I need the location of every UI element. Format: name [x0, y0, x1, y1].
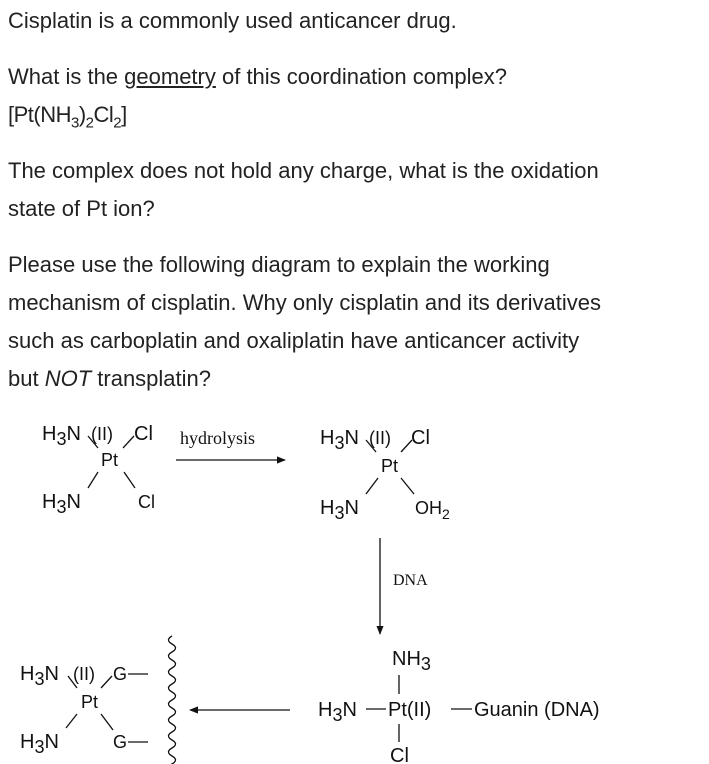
dna-strand	[169, 636, 176, 764]
oxidation-label: (II)	[91, 424, 113, 444]
chloride-ligand: Cl	[390, 745, 409, 764]
amine-ligand-bottom: H3N	[320, 497, 359, 523]
aquated-complex-structure	[320, 427, 450, 523]
hydrolysis-label: hydrolysis	[180, 428, 256, 448]
ammonia-ligand: NH3	[392, 648, 431, 674]
chloride-ligand-top: Cl	[134, 423, 153, 445]
dna-crosslink-structure	[20, 636, 176, 764]
question-text-end: of this coordination complex?	[215, 64, 507, 89]
water-ligand: $OH_2$	[415, 498, 450, 522]
question-text: What is the	[8, 64, 125, 89]
mechanism-question	[8, 246, 601, 398]
complex-formula	[8, 96, 127, 142]
cisplatin-structure	[42, 423, 155, 517]
amine-ligand-top: H3N	[42, 423, 81, 449]
bond	[88, 472, 98, 488]
amine-ligand-top: H3N	[20, 663, 59, 689]
platinum-center: Pt	[381, 456, 399, 476]
platinum-center: Pt(II)	[388, 699, 432, 721]
formula-sub: 2	[113, 114, 122, 132]
geometry-question	[8, 58, 507, 96]
chloride-ligand: Cl	[411, 427, 430, 449]
mechanism-line-3: such as carboplatin and oxaliplatin have anticancer activity	[8, 328, 580, 353]
formula-part: ]	[121, 102, 127, 127]
oxidation-line-2: state of Pt ion?	[8, 196, 155, 221]
platinum-center: Pt	[81, 692, 99, 712]
platinum-center: Pt	[101, 450, 119, 470]
bond	[101, 714, 113, 730]
intro-paragraph	[8, 2, 457, 40]
chloride-ligand-bottom: Cl	[138, 492, 155, 512]
mechanism-line-4: but	[8, 366, 45, 391]
bond	[124, 472, 135, 488]
formula-part: Cl	[93, 102, 114, 127]
cisplatin-mechanism-diagram	[0, 404, 709, 764]
mechanism-line-1: Please use the following diagram to explain the working	[8, 252, 550, 277]
bond	[401, 478, 414, 494]
oxidation-question	[8, 152, 599, 228]
formula-sub: 2	[85, 114, 94, 132]
guanine-top: G	[113, 664, 128, 684]
guanine-dna-label: Guanin (DNA)	[474, 699, 600, 721]
oxidation-label: (II)	[73, 664, 95, 684]
bond	[366, 478, 378, 494]
bond	[101, 676, 112, 688]
emphasis-not: NOT	[44, 366, 92, 391]
formula-sub: 3	[71, 114, 79, 132]
amine-ligand: H3N	[318, 699, 357, 725]
formula-part: )	[78, 102, 86, 127]
formula-part: [Pt(NH	[8, 102, 71, 127]
guanine-bottom: G	[113, 732, 128, 752]
oxidation-label: (II)	[369, 428, 391, 448]
dna-label: DNA	[393, 572, 428, 589]
mechanism-line-4-end: transplatin?	[91, 366, 212, 391]
guanine-adduct-structure	[318, 648, 600, 764]
bond	[66, 714, 77, 728]
mechanism-line-2: mechanism of cisplatin. Why only cisplatin and its derivatives	[8, 290, 602, 315]
amine-ligand-bottom: H3N	[42, 491, 81, 517]
amine-ligand-bottom: H3N	[20, 731, 59, 757]
amine-ligand-top: H3N	[320, 427, 359, 453]
intro-text: Cisplatin is a commonly used anticancer drug.	[8, 8, 457, 33]
geometry-link[interactable]: geometry	[124, 64, 216, 89]
oxidation-line-1: The complex does not hold any charge, what is the oxidation	[8, 158, 599, 183]
bond	[123, 436, 134, 448]
